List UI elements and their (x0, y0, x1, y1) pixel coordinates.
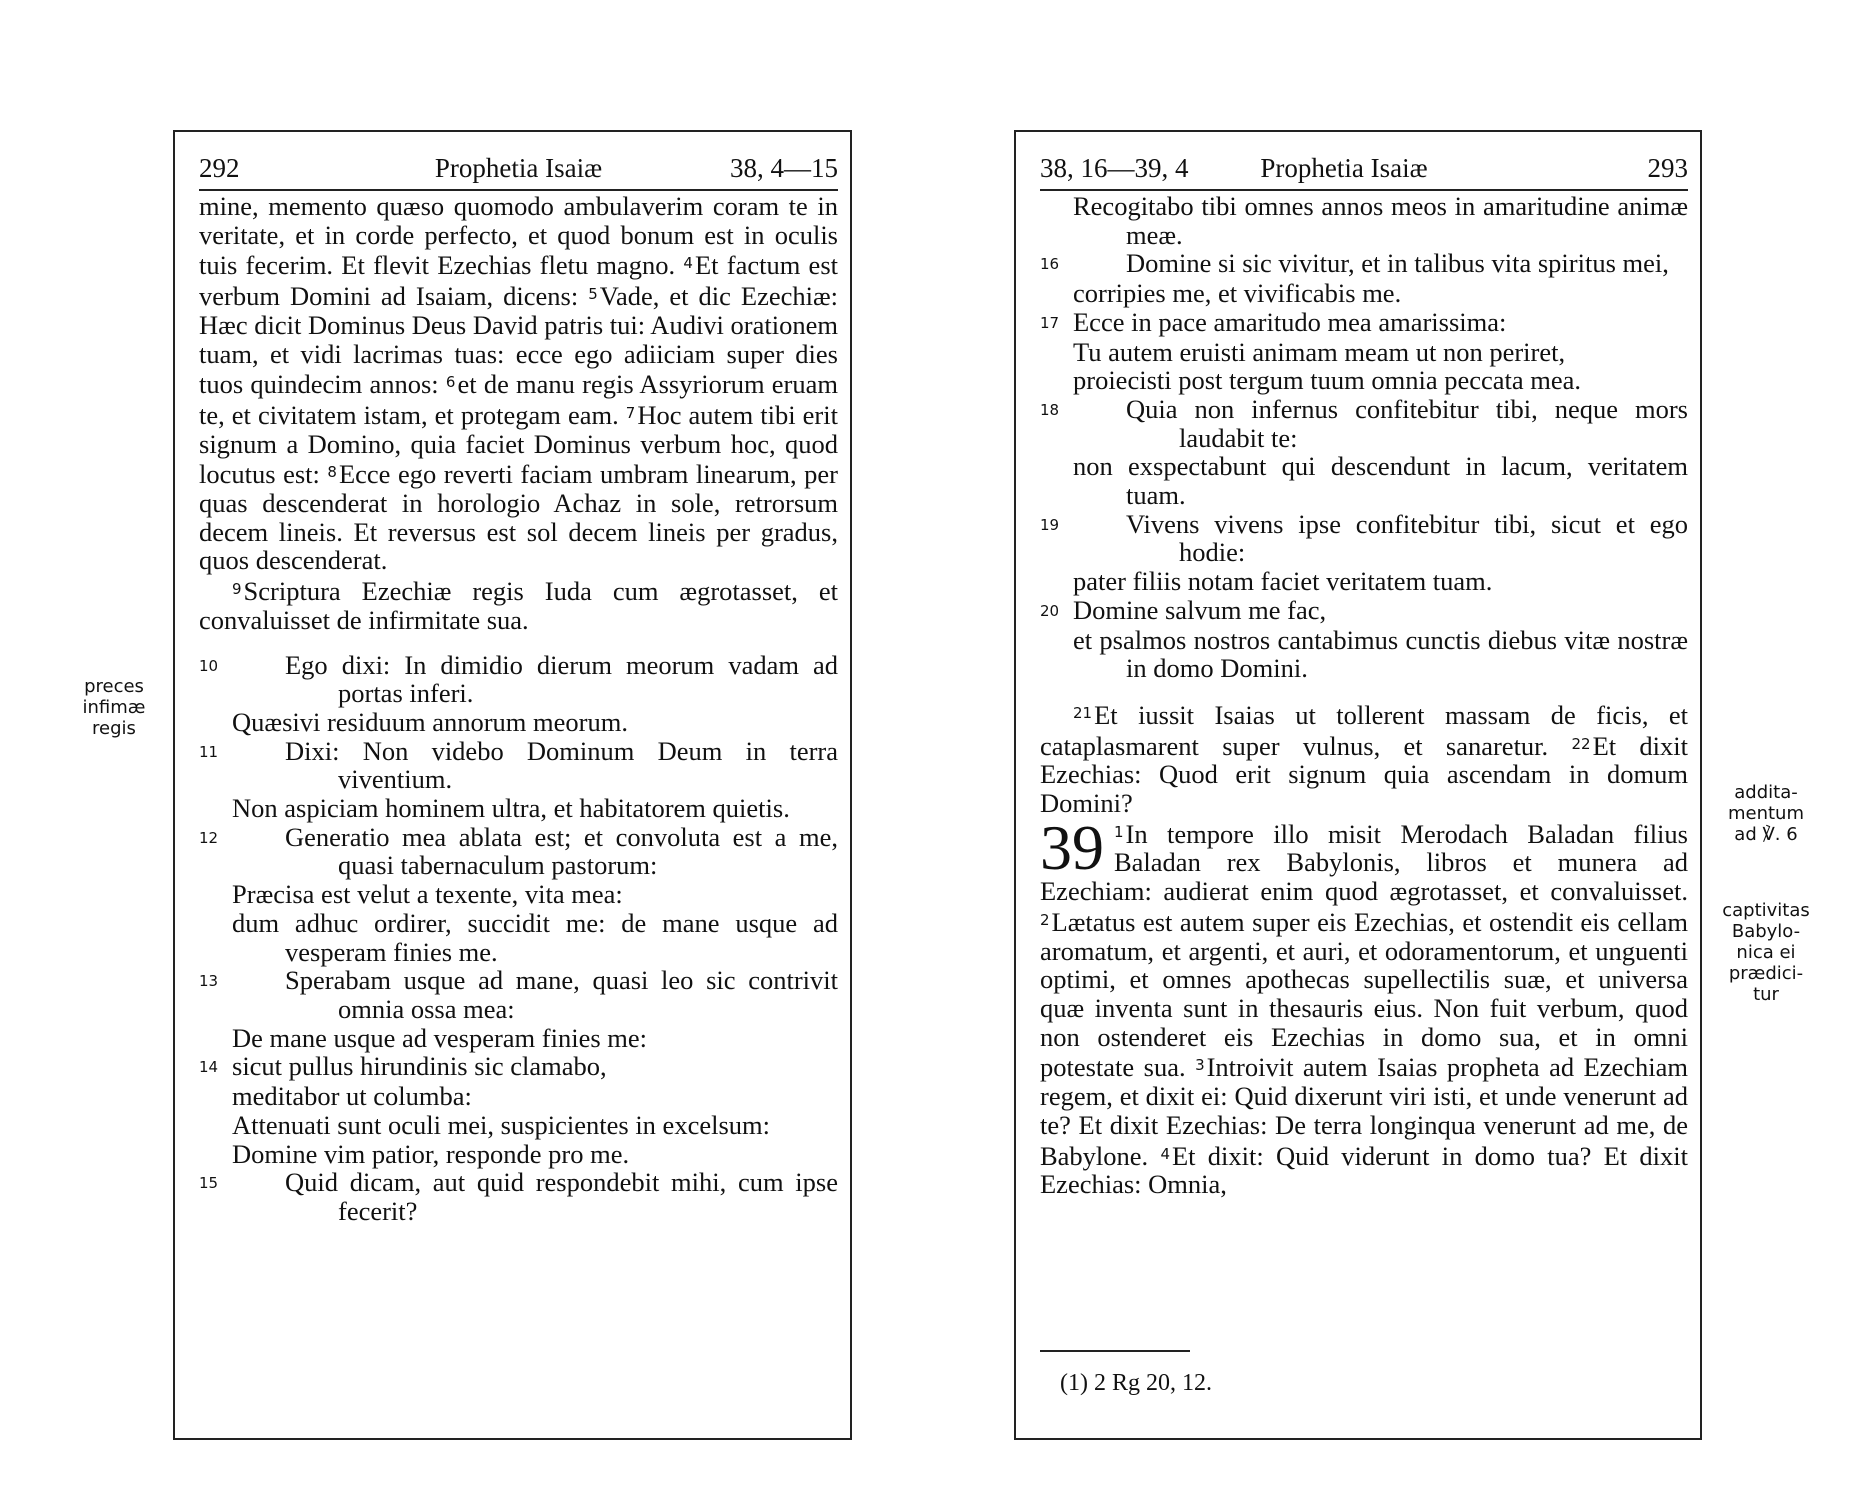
paragraph (199, 192, 838, 575)
verse-number: 8 (327, 463, 337, 482)
verse-line (1040, 308, 1688, 338)
verse-number: 20 (1040, 601, 1060, 620)
margin-line: mentum (1727, 803, 1805, 824)
text: Non aspiciam hominem ultra, et habitatorem quietis. (232, 793, 790, 824)
chapter-number: 39 (1040, 811, 1104, 883)
margin-line: prædici- (1728, 963, 1804, 984)
verse-number: 5 (588, 285, 598, 304)
margin-line: nica ei (1736, 942, 1796, 963)
text: Dixi: Non videbo Dominum Deum in terra viventium. (285, 735, 838, 795)
text: mine, memento quæso quomodo ambulaverim coram te in veritate, et in corde perfecto, et quod bonum est in oculis tuis fecerim. Et flevit Ezechias fletu magno. (199, 191, 838, 281)
left-page (173, 130, 852, 1440)
text: proiecisti post tergum tuum omnia peccata mea. (1073, 365, 1582, 396)
verse-line (199, 737, 838, 794)
verse-line (1040, 395, 1688, 452)
verse-line (199, 1052, 838, 1082)
text: pater filiis notam faciet veritatem tuam. (1073, 566, 1493, 597)
verse-range: 38, 4—15 (730, 153, 838, 183)
text: sicut pullus hirundinis sic clamabo, (232, 1051, 607, 1082)
footnote: (1) 2 Rg 20, 12. (1060, 1370, 1212, 1396)
verse-number: 12 (199, 828, 219, 847)
paragraph (1040, 699, 1688, 818)
text: Et dixit Ezechias: Quod erit signum quia ascendam in domum Domini? (1040, 730, 1689, 819)
margin-line: infimæ (82, 697, 146, 718)
text: Attenuati sunt oculi mei, suspicientes in excelsum: (232, 1109, 770, 1140)
verse-number: 13 (199, 972, 219, 991)
text: non exspectabunt qui descendunt in lacum, veritatem tuam. (1073, 451, 1688, 511)
text: Ego dixi: In dimidio dierum meorum vadam ad portas inferi. (285, 649, 838, 709)
text: Hoc autem tibi erit signum a Domino, quia faciet Dominus verbum hoc, quod locutus est: (199, 399, 838, 490)
text: Recogitabo tibi omnes annos meos in amaritudine animæ meæ. (1073, 191, 1688, 250)
text: et psalmos nostros cantabimus cunctis diebus vitæ nostræ in domo Domini. (1073, 624, 1688, 684)
right-page (1014, 130, 1702, 1440)
page-number: 293 (1647, 153, 1688, 183)
text: corripies me, et vivificabis me. (1073, 278, 1402, 309)
margin-line: ad ℣. 6 (1734, 824, 1798, 845)
verse-line (1040, 510, 1688, 567)
text: dum adhuc ordirer, succidit me: de mane usque ad vesperam finies me. (232, 907, 838, 967)
verse-number: 19 (1040, 515, 1060, 534)
margin-line: preces (84, 676, 144, 697)
verse-line (1040, 596, 1688, 626)
verse-number: 1 (1114, 822, 1124, 841)
verse-number: 10 (199, 656, 219, 675)
verse-number: 11 (199, 742, 219, 761)
running-head (1040, 148, 1688, 190)
verse-number: 16 (1040, 255, 1060, 274)
verse-number: 17 (1040, 313, 1060, 332)
text: Quæsivi residuum annorum meorum. (232, 706, 628, 737)
paragraph (1040, 811, 1689, 1200)
verse-number: 2 (1040, 910, 1050, 929)
text: Ecce ego reverti faciam umbram linearum, per quas descenderat in horologio Achaz in sole, retrorsum decem lineis. Et reversus est sol decem lineis per gradus, quos descenderat. (199, 459, 838, 576)
text: Quia non infernus confitebitur tibi, neque mors laudabit te: (1126, 393, 1688, 453)
running-head (199, 148, 838, 190)
text: Domine si sic vivitur, et in talibus vita spiritus mei, (1126, 248, 1669, 279)
text: meditabor ut columba: (232, 1081, 472, 1112)
footnote-rule (1040, 1350, 1190, 1352)
verse-range: 38, 16—39, 4 (1040, 153, 1189, 183)
page-body (1040, 192, 1688, 1199)
margin-line: addita- (1734, 782, 1798, 803)
text: Domine salvum me fac, (1073, 594, 1327, 625)
text: Præcisa est velut a texente, vita mea: (232, 879, 623, 910)
verse-line (199, 651, 838, 708)
margin-line: regis (92, 718, 136, 739)
text: Lætatus est autem super eis Ezechias, et ostendit eis cellam aromatum, et argenti, et auri, et odoramentorum, et unguenti optimi, et omnes apothecas supellectilis suæ, et universa quæ inventa sunt in thesauris eius. Non fuit verbum, quod non ostenderet eis Ezechias in domo sua, et in omni potestate sua. (1040, 906, 1688, 1083)
text: Et factum est verbum Domini ad Isaiam, dicens: (199, 250, 838, 312)
verse-number: 9 (232, 580, 242, 599)
verse-number: 15 (199, 1174, 219, 1193)
verse-line (1040, 249, 1688, 279)
verse-number: 14 (199, 1058, 219, 1077)
text: Et iussit Isaias ut tollerent massam de ficis, et cataplasmarent super vulnus, et sanaretur. (1040, 699, 1688, 761)
margin-line: captivitas (1722, 900, 1810, 921)
verse-number: 7 (625, 403, 636, 422)
verse-line (199, 823, 838, 880)
verse-line (199, 1168, 838, 1225)
verse-number: 21 (1073, 703, 1093, 722)
text: Tu autem eruisti animam meam ut non periret, (1073, 336, 1566, 367)
verse-number: 3 (1195, 1056, 1205, 1075)
running-title: Prophetia Isaiæ (1260, 153, 1428, 183)
text: Ecce in pace amaritudo mea amarissima: (1073, 306, 1507, 337)
margin-note-additamentum (1712, 782, 1820, 845)
verse-number: 6 (445, 373, 456, 392)
margin-line: tur (1753, 984, 1779, 1005)
text: Vade, et dic Ezechiæ: Hæc dicit Dominus Deus David patris tui: Audivi orationem tuam, et vidi lacrimas tuas: ecce ego adiiciam super dies tuos quindecim annos: (199, 281, 839, 400)
text: Sperabam usque ad mane, quasi leo sic contrivit omnia ossa mea: (285, 965, 838, 1024)
text: De mane usque ad vesperam finies me: (232, 1022, 648, 1053)
text: Scriptura Ezechiæ regis Iuda cum ægrotasset, et convaluisset de infirmitate sua. (199, 576, 838, 635)
text: In tempore illo misit Merodach Baladan filius Baladan rex Babylonis, libros et munera ad Ezechiam: audierat enim quod ægrotasset, et convaluisset. (1040, 818, 1688, 907)
verse-number: 22 (1571, 734, 1591, 753)
paragraph (199, 575, 838, 634)
verse-number: 4 (683, 254, 693, 273)
margin-line: Babylo- (1731, 921, 1801, 942)
verse-line (199, 966, 838, 1023)
page-body (199, 192, 838, 1226)
text: et de manu regis Assyriorum eruam te, et civitatem istam, et protegam eam. (199, 369, 839, 430)
verse-number: 18 (1040, 400, 1060, 419)
text: Et dixit: Quid viderunt in domo tua? Et dixit Ezechias: Omnia, (1040, 1140, 1689, 1200)
verse-number: 4 (1160, 1144, 1170, 1163)
text: Quid dicam, aut quid respondebit mihi, cum ipse fecerit? (285, 1167, 838, 1226)
page-number: 292 (199, 153, 240, 183)
running-title: Prophetia Isaiæ (434, 153, 603, 183)
text: Introivit autem Isaias propheta ad Ezechiam regem, et dixit ei: Quid dixerunt viri isti, et unde venerunt ad te? Et dixit Ezechias: De terra longinqua venerunt ad me, de Babylone. (1040, 1052, 1689, 1171)
text: Generatio mea ablata est; et convoluta est a me, quasi tabernaculum pastorum: (285, 821, 838, 881)
text: Vivens vivens ipse confitebitur tibi, sicut et ego hodie: (1126, 508, 1688, 568)
margin-note-preces (70, 676, 158, 739)
text: Domine vim patior, responde pro me. (232, 1138, 630, 1169)
margin-note-captivitas (1712, 900, 1820, 1005)
